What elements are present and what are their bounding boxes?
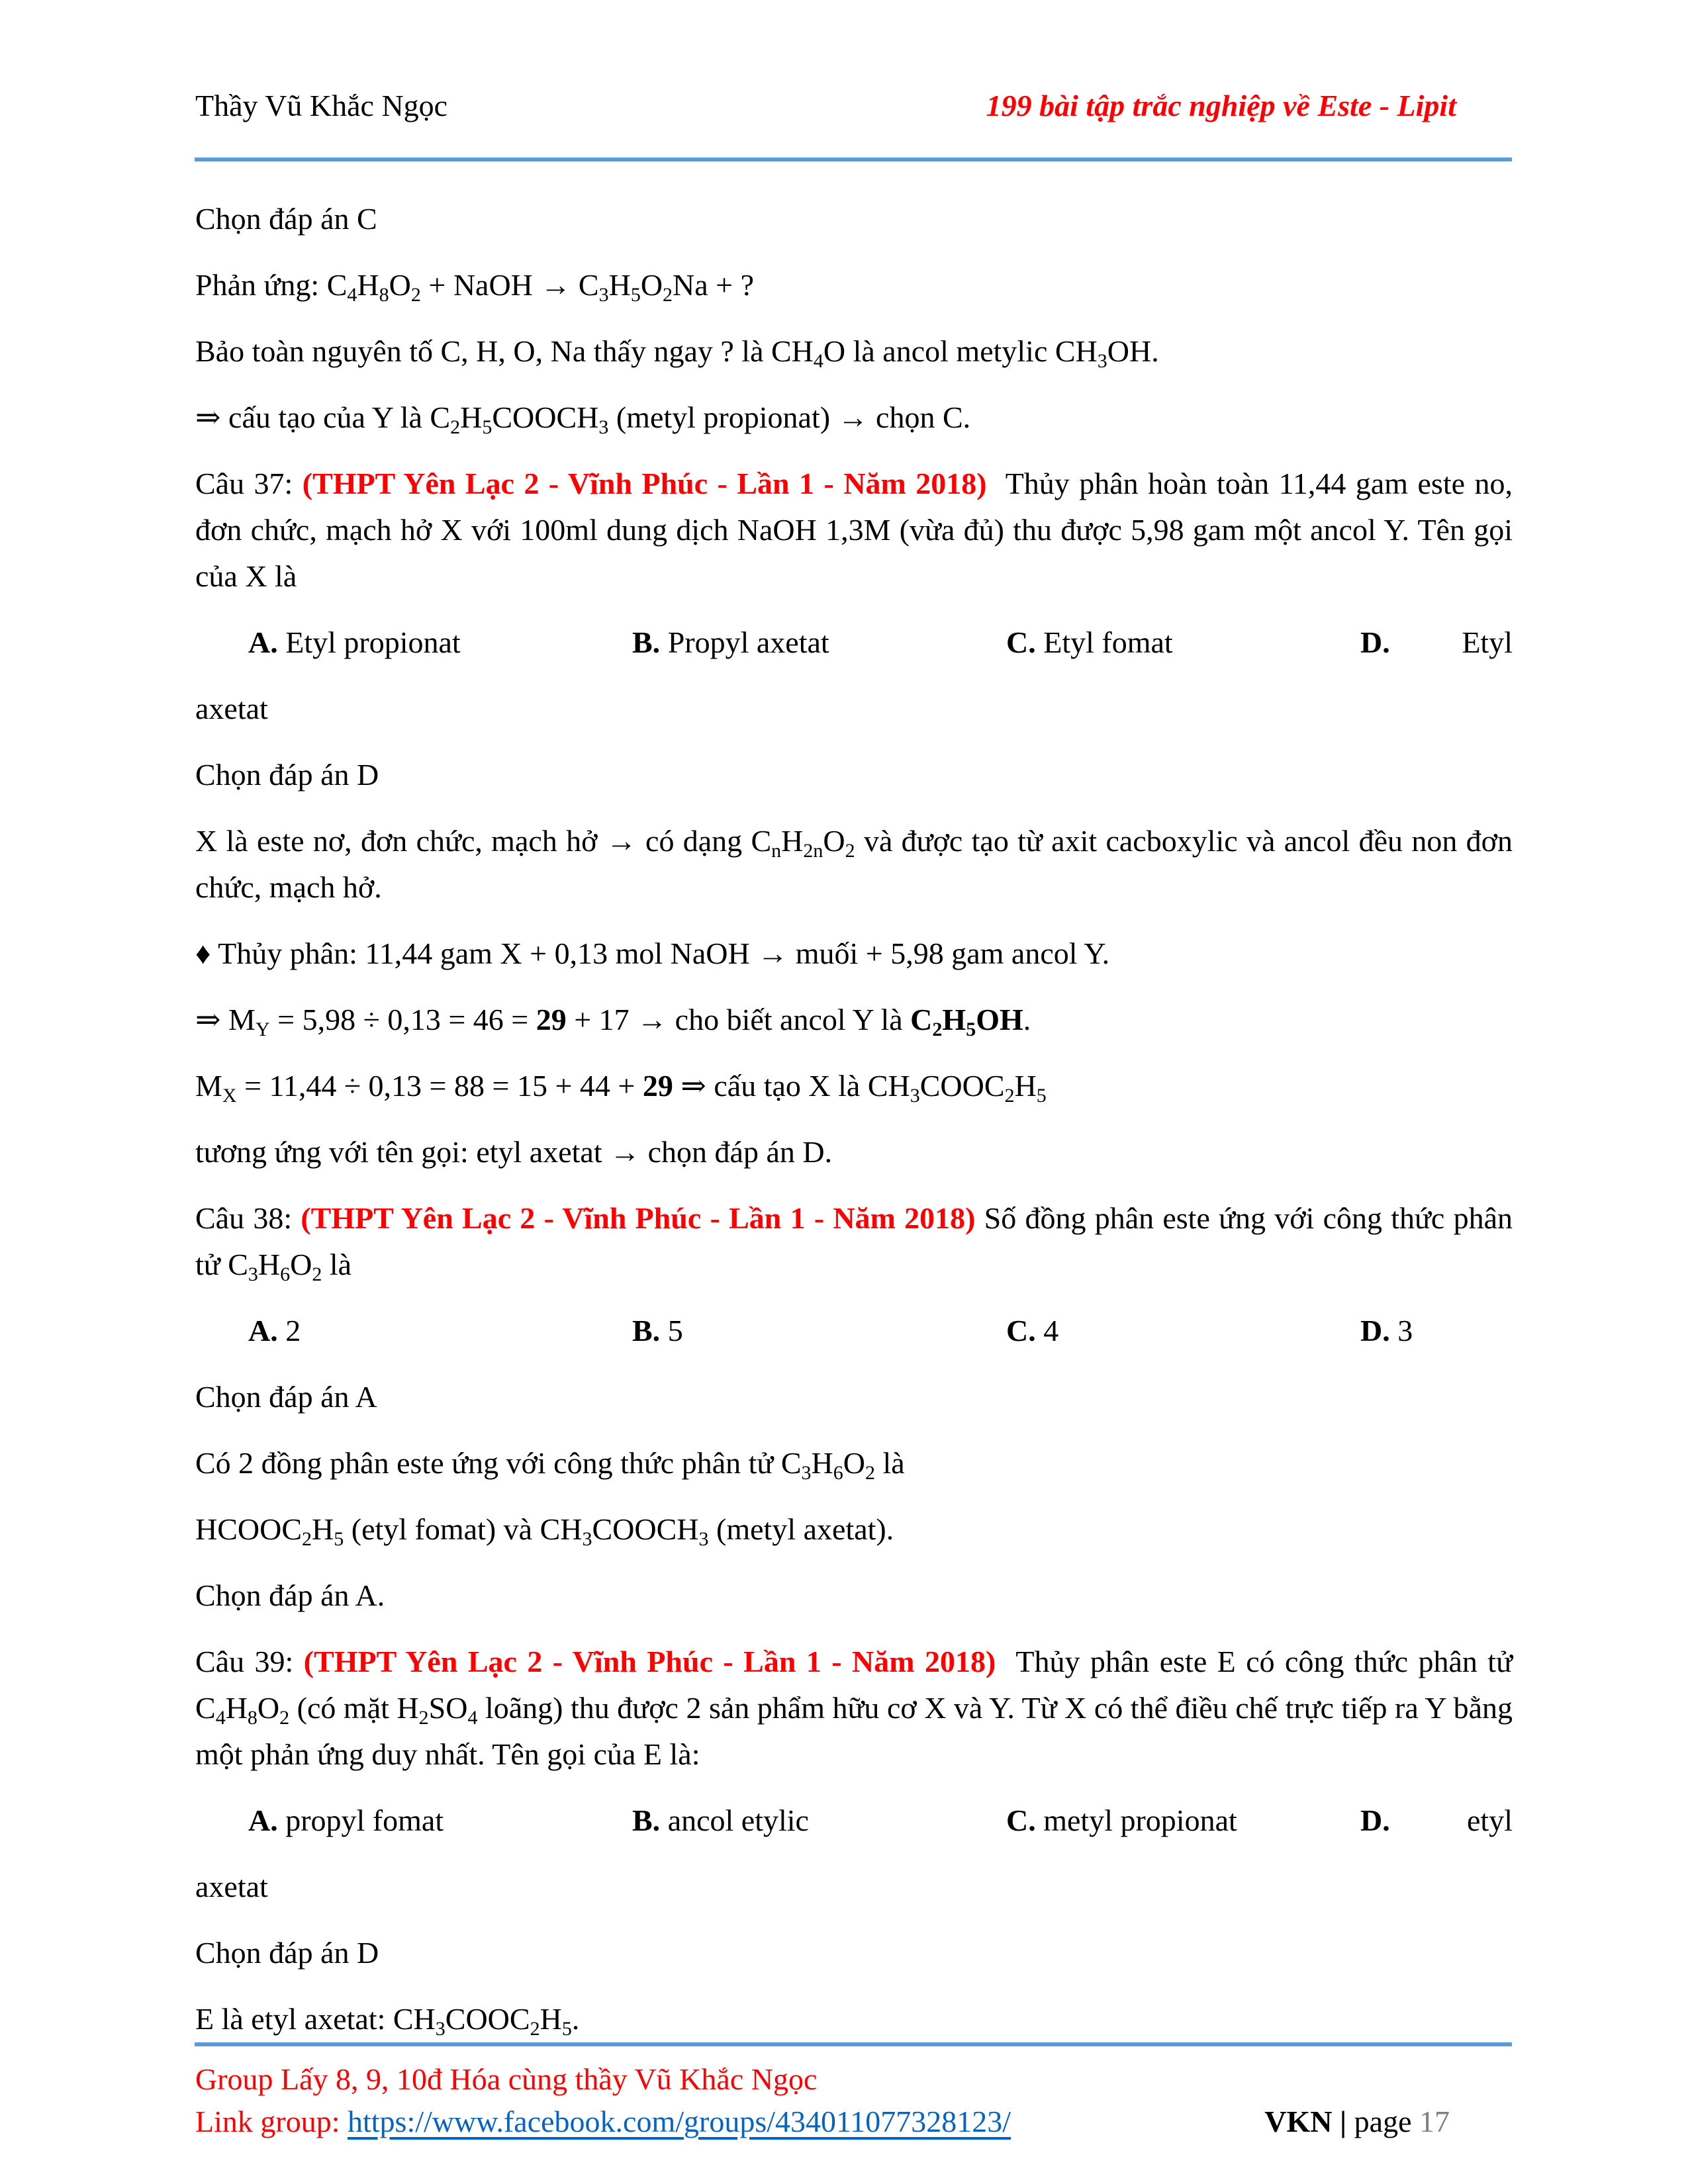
option-letter: B. (632, 1803, 661, 1837)
option-text: 3 (1389, 1314, 1413, 1347)
text-run: H (312, 1512, 334, 1546)
option-d (1360, 619, 1513, 666)
text-run: COOCH (592, 1512, 699, 1546)
text-run: Na + ? (673, 268, 755, 302)
text-run: 4 (467, 1707, 478, 1729)
option-c (1006, 1797, 1237, 1844)
footer-link-row (195, 2101, 1513, 2143)
option-a (248, 1797, 444, 1844)
paragraph (195, 1374, 1513, 1420)
text-run: 5 (334, 1528, 344, 1550)
text-run: 2 (932, 1019, 943, 1040)
text-run: 2 (450, 416, 461, 438)
option-b (632, 619, 829, 666)
page-footer (195, 2058, 1513, 2143)
text-run: M (195, 1069, 222, 1103)
text-run: OH (976, 1003, 1023, 1036)
paragraph (195, 997, 1513, 1043)
paragraph (195, 818, 1513, 911)
footer-page-indicator (1264, 2101, 1513, 2143)
text-run: 6 (833, 1462, 843, 1484)
text-run: COOCH (492, 400, 599, 434)
option-text: 5 (660, 1314, 683, 1347)
paragraph (195, 394, 1513, 441)
text-run: H (460, 400, 483, 434)
paragraph (195, 1440, 1513, 1486)
text-run: 5 (966, 1019, 976, 1040)
option-d (1360, 1797, 1513, 1844)
option-letter: A. (248, 1803, 278, 1837)
text-run: 2 (418, 1707, 429, 1729)
text-run: 2 (865, 1462, 875, 1484)
text-run: ♦ Thủy phân: 11,44 gam X + 0,13 mol NaOH → muối + 5,98 gam ancol Y. (195, 936, 1110, 970)
text-run: H (225, 1691, 248, 1725)
text-run: là (322, 1248, 352, 1281)
option-letter: D. (1360, 625, 1390, 659)
text-run: Bảo toàn nguyên tố C, H, O, Na thấy ngay ? là CH (195, 334, 814, 368)
option-c (1006, 1308, 1058, 1354)
options-row (195, 619, 1513, 666)
footer-page-number: 17 (1419, 2105, 1450, 2138)
text-run: 2 (410, 284, 421, 306)
paragraph (195, 1930, 1513, 1976)
text-run: O là ancol metylic CH (823, 334, 1098, 368)
text-run: O (257, 1691, 280, 1725)
option-text: ancol etylic (660, 1803, 809, 1837)
text-run: 5 (630, 284, 641, 306)
text-run: Chọn đáp án A. (195, 1578, 385, 1612)
option-b (632, 1797, 809, 1844)
text-run: 3 (598, 416, 609, 438)
text-run: O (389, 268, 411, 302)
text-run: H (811, 1446, 833, 1480)
text-run: 2 (663, 284, 673, 306)
option-text: Propyl axetat (660, 625, 829, 659)
option-text: etyl (1467, 1803, 1513, 1837)
text-run: n (771, 840, 782, 862)
text-run: Thủy phân este E có công thức phân tử C (195, 1645, 1513, 1725)
option-letter: D. (1360, 1314, 1390, 1347)
text-run: 4 (813, 350, 823, 372)
text-run: ⇒ M (195, 1003, 256, 1036)
text-run: Thủy phân hoàn toàn 11,44 gam este no, đơn chức, mạch hở X với 100ml dung dịch NaOH 1,3M (vừa đủ) thu được 5,98 gam một ancol Y. Tên gọi của X là (195, 467, 1513, 593)
text-run: Số đồng phân este ứng với công thức phân tử C (195, 1201, 1513, 1281)
option-letter: B. (632, 625, 661, 659)
options-row (195, 1797, 1513, 1844)
text-run: O (843, 1446, 865, 1480)
option-b (632, 1308, 683, 1354)
text-run: 3 (582, 1528, 592, 1550)
header-rule (195, 158, 1512, 161)
text-run: 2 (312, 1263, 322, 1285)
text-run: H (942, 1003, 966, 1036)
text-run: SO (428, 1691, 468, 1725)
option-a (248, 1308, 301, 1354)
text-run: 3 (248, 1263, 258, 1285)
text-run: E là etyl axetat: CH (195, 2002, 436, 2036)
text-run: (etyl fomat) và CH (344, 1512, 583, 1546)
text-run: O (640, 268, 663, 302)
text-run: Chọn đáp án C (195, 202, 377, 236)
footer-link-label: Link group: (195, 2105, 348, 2138)
facebook-group-link[interactable]: https://www.facebook.com/groups/434011077328123/ (347, 2105, 1011, 2138)
text-run: = 11,44 ÷ 0,13 = 88 = 15 + 44 + (236, 1069, 643, 1103)
text-run: 8 (247, 1707, 258, 1729)
text-run: H (357, 268, 379, 302)
text-run: 2 (1004, 1085, 1015, 1107)
text-run: loãng) thu được 2 sản phẩm hữu cơ X và Y. Từ X có thể điều chế trực tiếp ra Y bằng một phản ứng duy nhất. Tên gọi của E là: (195, 1691, 1513, 1771)
text-run: tương ứng với tên gọi: etyl axetat → chọn đáp án D. (195, 1135, 833, 1169)
text-run: 6 (280, 1263, 291, 1285)
paragraph (195, 262, 1513, 308)
text-run: 2 (302, 1528, 312, 1550)
text-run: OH. (1107, 334, 1159, 368)
text-run: X là este nơ, đơn chức, mạch hở → có dạng C (195, 824, 772, 858)
text-run: H (608, 268, 631, 302)
text-run: (metyl propionat) → chọn C. (608, 400, 971, 434)
paragraph (195, 1195, 1513, 1288)
paragraph (195, 1063, 1513, 1109)
paragraph (195, 328, 1513, 375)
text-run: 4 (347, 284, 357, 306)
option-letter: C. (1006, 1803, 1036, 1837)
option-text: Etyl fomat (1035, 625, 1173, 659)
text-run: axetat (195, 1870, 268, 1903)
option-d (1360, 1308, 1413, 1354)
text-run: ⇒ cấu tạo của Y là C (195, 400, 451, 434)
paragraph (195, 196, 1513, 242)
paragraph (195, 752, 1513, 798)
text-run: 2n (803, 840, 823, 862)
paragraph (195, 1506, 1513, 1553)
text-run: H (781, 824, 804, 858)
text-run: 3 (801, 1462, 812, 1484)
text-run: Phản ứng: C (195, 268, 348, 302)
text-run: 29 (536, 1003, 567, 1036)
text-run: 5 (1036, 1085, 1047, 1107)
paragraph (195, 1639, 1513, 1778)
footer-group-line: Group Lấy 8, 9, 10đ Hóa cùng thầy Vũ Khắc Ngọc (195, 2062, 818, 2096)
text-run: 5 (561, 2018, 572, 2040)
option-letter: A. (248, 1314, 278, 1347)
options-row (195, 1308, 1513, 1354)
text-run: 29 (642, 1069, 673, 1103)
text-run: X (222, 1085, 237, 1107)
option-text: 4 (1035, 1314, 1059, 1347)
paragraph (195, 686, 1513, 732)
option-c (1006, 619, 1173, 666)
text-run: + 17 → cho biết ancol Y là (566, 1003, 911, 1036)
footer-rule (195, 2042, 1512, 2046)
text-run: H (539, 2002, 562, 2036)
text-run: 2 (279, 1707, 290, 1729)
text-run: HCOOC (195, 1512, 303, 1546)
text-run: 2 (845, 840, 855, 862)
text-run: (THPT Yên Lạc 2 - Vĩnh Phúc - Lần 1 - Năm 2018) (301, 1201, 976, 1235)
option-text: Etyl (1462, 625, 1513, 659)
text-run: O (290, 1248, 312, 1281)
text-run: H (258, 1248, 281, 1281)
option-a (248, 619, 461, 666)
text-run: 3 (910, 1085, 920, 1107)
text-run: 3 (598, 284, 609, 306)
paragraph (195, 931, 1513, 977)
option-text: metyl propionat (1035, 1803, 1237, 1837)
text-run: là (874, 1446, 905, 1480)
text-run: (THPT Yên Lạc 2 - Vĩnh Phúc - Lần 1 - Năm 2018) (302, 467, 987, 500)
page-header (195, 85, 1513, 127)
text-run: axetat (195, 692, 268, 725)
text-run: (THPT Yên Lạc 2 - Vĩnh Phúc - Lần 1 - Năm 2018) (303, 1645, 996, 1678)
option-letter: C. (1006, 625, 1036, 659)
option-text: Etyl propionat (277, 625, 461, 659)
text-run: Chọn đáp án D (195, 1936, 379, 1970)
text-run: COOC (445, 2002, 530, 2036)
text-run: 5 (482, 416, 492, 438)
text-run: Câu 39: (195, 1645, 304, 1678)
text-run: = 5,98 ÷ 0,13 = 46 = (269, 1003, 536, 1036)
text-run: Chọn đáp án A (195, 1380, 377, 1414)
text-run: C (910, 1003, 933, 1036)
text-run: Câu 37: (195, 467, 303, 500)
text-run: 3 (435, 2018, 445, 2040)
text-run: 3 (698, 1528, 709, 1550)
footer-link-wrap (195, 2101, 1011, 2143)
text-run: 2 (530, 2018, 540, 2040)
option-letter: D. (1360, 1803, 1390, 1837)
text-run: COOC (919, 1069, 1005, 1103)
option-letter: C. (1006, 1314, 1036, 1347)
paragraph (195, 461, 1513, 600)
header-author: Thầy Vũ Khắc Ngọc (195, 89, 448, 122)
text-run: và được tạo từ axit cacboxylic và ancol đều non đơn chức, mạch hở. (195, 824, 1513, 904)
text-run: 3 (1097, 350, 1107, 372)
text-run: Y (255, 1019, 270, 1040)
text-run: Có 2 đồng phân este ứng với công thức phân tử C (195, 1446, 802, 1480)
text-run: (có mặt H (289, 1691, 419, 1725)
text-run: 8 (379, 284, 389, 306)
text-run: . (571, 2002, 580, 2036)
text-run: O (823, 824, 845, 858)
paragraph (195, 1864, 1513, 1910)
paragraph (195, 1572, 1513, 1619)
text-run: Câu 38: (195, 1201, 301, 1235)
option-text: 2 (277, 1314, 301, 1347)
paragraph (195, 1996, 1513, 2042)
text-run: (metyl axetat). (708, 1512, 894, 1546)
footer-page-word: page (1354, 2105, 1419, 2138)
header-title: 199 bài tập trắc nghiệp về Este - Lipit (986, 89, 1456, 122)
text-run: + NaOH → C (420, 268, 599, 302)
text-run: . (1023, 1003, 1031, 1036)
document-body (195, 196, 1513, 2062)
text-run: H (1014, 1069, 1037, 1103)
option-letter: A. (248, 625, 278, 659)
text-run: ⇒ cấu tạo X là CH (673, 1069, 910, 1103)
footer-vkn-label: VKN | (1264, 2105, 1354, 2138)
option-letter: B. (632, 1314, 661, 1347)
paragraph (195, 1129, 1513, 1175)
text-run: 4 (215, 1707, 226, 1729)
text-run: Chọn đáp án D (195, 758, 379, 792)
option-text: propyl fomat (277, 1803, 444, 1837)
